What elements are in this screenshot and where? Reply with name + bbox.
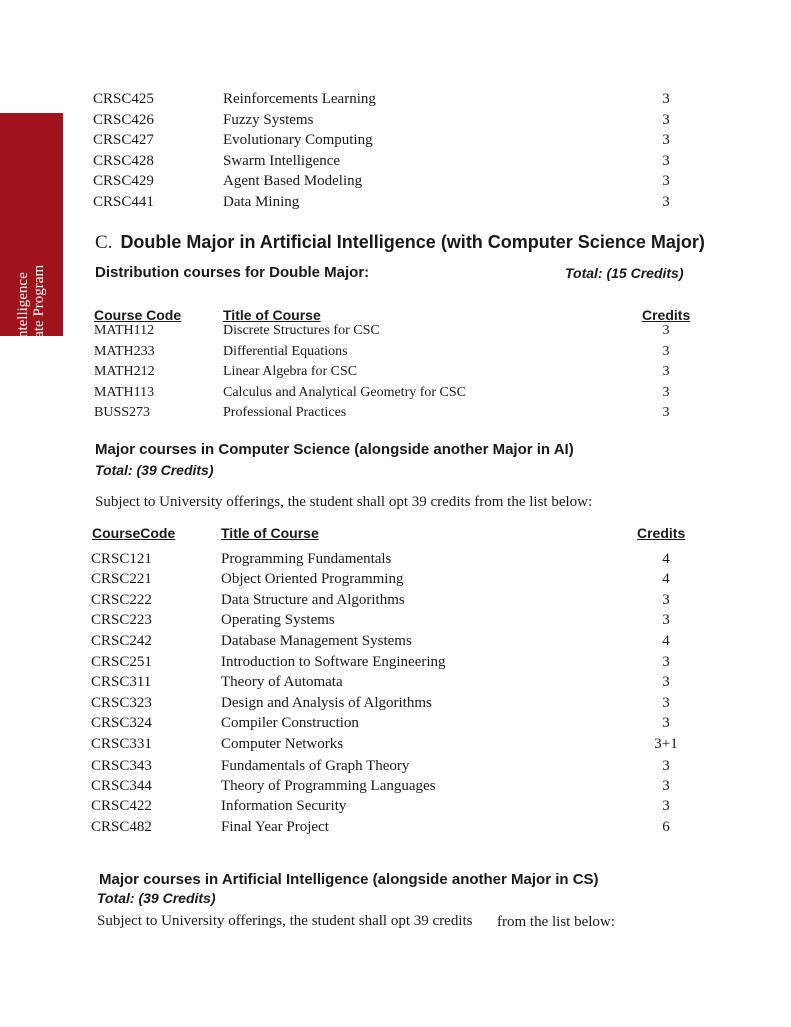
course-title: Differential Equations bbox=[223, 344, 348, 359]
course-credits: 3 bbox=[662, 91, 670, 107]
course-title: Data Structure and Algorithms bbox=[221, 592, 405, 608]
course-code: CRSC429 bbox=[93, 173, 154, 189]
course-credits: 4 bbox=[662, 551, 670, 567]
course-code: CRSC121 bbox=[91, 551, 152, 567]
table-row bbox=[0, 364, 791, 384]
course-credits: 3 bbox=[662, 654, 670, 670]
course-code: MATH113 bbox=[94, 385, 155, 400]
course-credits: 3 bbox=[662, 323, 670, 338]
table-row bbox=[0, 592, 791, 612]
course-credits: 3 bbox=[662, 153, 670, 169]
course-title: Programming Fundamentals bbox=[221, 551, 392, 567]
course-title: Operating Systems bbox=[221, 612, 335, 628]
course-credits: 3 bbox=[662, 405, 670, 420]
course-title: Swarm Intelligence bbox=[223, 153, 341, 169]
column-header-title: Title of Course bbox=[223, 307, 321, 323]
course-credits: 4 bbox=[662, 571, 670, 587]
course-credits: 3 bbox=[662, 592, 670, 608]
course-title: Computer Networks bbox=[221, 736, 344, 752]
course-credits: 3 bbox=[662, 778, 670, 794]
course-title: Information Security bbox=[221, 798, 347, 814]
ai-major-note: Subject to University offerings, the student shall opt 39 credits bbox=[97, 913, 473, 929]
table-row bbox=[0, 385, 791, 405]
course-code: CRSC482 bbox=[91, 819, 152, 835]
course-credits: 3 bbox=[662, 173, 670, 189]
table-row bbox=[0, 551, 791, 571]
table-row bbox=[0, 778, 791, 798]
course-credits: 6 bbox=[662, 819, 670, 835]
table-row bbox=[0, 798, 791, 818]
table-row bbox=[0, 758, 791, 778]
course-code: CRSC422 bbox=[91, 798, 152, 814]
course-title: Discrete Structures for CSC bbox=[223, 323, 380, 338]
table-row bbox=[0, 194, 791, 214]
course-credits: 3 bbox=[662, 612, 670, 628]
course-title: Reinforcements Learning bbox=[223, 91, 376, 107]
course-code: CRSC425 bbox=[93, 91, 154, 107]
course-title: Calculus and Analytical Geometry for CSC bbox=[223, 385, 467, 400]
table-row bbox=[0, 736, 791, 756]
distribution-total: Total: (15 Credits) bbox=[565, 265, 684, 281]
section-letter: C. bbox=[95, 232, 113, 253]
table-row bbox=[0, 674, 791, 694]
course-credits: 4 bbox=[662, 633, 670, 649]
course-title: Fuzzy Systems bbox=[223, 112, 314, 128]
section-title: Double Major in Artificial Intelligence (with Computer Science Major) bbox=[120, 232, 705, 252]
table-row bbox=[0, 91, 791, 111]
course-title: Final Year Project bbox=[221, 819, 329, 835]
course-code: CRSC323 bbox=[91, 695, 152, 711]
course-title: Evolutionary Computing bbox=[223, 132, 373, 148]
table-row bbox=[0, 132, 791, 152]
table-row bbox=[0, 173, 791, 193]
course-code: MATH112 bbox=[94, 323, 155, 338]
course-credits: 3 bbox=[662, 695, 670, 711]
course-code: CRSC242 bbox=[91, 633, 152, 649]
course-title: Design and Analysis of Algorithms bbox=[221, 695, 432, 711]
cs-major-note: Subject to University offerings, the student shall opt 39 credits from the list below: bbox=[95, 494, 593, 510]
table-row bbox=[0, 153, 791, 173]
cs-major-total: Total: (39 Credits) bbox=[95, 462, 214, 478]
table-row bbox=[0, 819, 791, 839]
course-title: Agent Based Modeling bbox=[223, 173, 363, 189]
course-credits: 3 bbox=[662, 715, 670, 731]
course-code: MATH233 bbox=[94, 344, 155, 359]
column-header-credits: Credits bbox=[642, 307, 691, 323]
course-credits: 3+1 bbox=[654, 736, 678, 752]
course-credits: 3 bbox=[662, 344, 670, 359]
ai-major-note-continued: from the list below: bbox=[497, 914, 615, 930]
sidebar-line-2: Undergraduate Program bbox=[31, 264, 47, 410]
table-row bbox=[0, 654, 791, 674]
distribution-heading: Distribution courses for Double Major: bbox=[95, 264, 370, 281]
course-credits: 3 bbox=[662, 385, 670, 400]
course-code: CRSC221 bbox=[91, 571, 152, 587]
table-row bbox=[0, 633, 791, 653]
course-credits: 3 bbox=[662, 798, 670, 814]
course-code: CRSC427 bbox=[93, 132, 154, 148]
column-header-title: Title of Course bbox=[221, 525, 319, 541]
course-title: Theory of Automata bbox=[221, 674, 343, 690]
course-code: CRSC324 bbox=[91, 715, 152, 731]
course-code: CRSC251 bbox=[91, 654, 152, 670]
ai-major-heading: Major courses in Artificial Intelligence (alongside another Major in CS) bbox=[99, 871, 599, 888]
course-title: Professional Practices bbox=[223, 405, 347, 420]
column-header-code: CourseCode bbox=[92, 525, 176, 541]
ai-major-total: Total: (39 Credits) bbox=[97, 890, 216, 906]
course-title: Linear Algebra for CSC bbox=[223, 364, 358, 379]
course-title: Compiler Construction bbox=[221, 715, 359, 731]
table-row bbox=[0, 405, 791, 425]
table-row bbox=[0, 344, 791, 364]
course-credits: 3 bbox=[662, 194, 670, 210]
course-title: Theory of Programming Languages bbox=[221, 778, 436, 794]
column-header-code: Course Code bbox=[94, 307, 182, 323]
course-code: CRSC428 bbox=[93, 153, 154, 169]
course-code: CRSC223 bbox=[91, 612, 152, 628]
table-row bbox=[0, 323, 791, 343]
course-code: MATH212 bbox=[94, 364, 155, 379]
course-title: Data Mining bbox=[223, 194, 300, 210]
cs-major-heading: Major courses in Computer Science (alongside another Major in AI) bbox=[95, 441, 574, 458]
course-code: CRSC441 bbox=[93, 194, 154, 210]
course-credits: 3 bbox=[662, 758, 670, 774]
course-code: CRSC344 bbox=[91, 778, 152, 794]
course-code: CRSC331 bbox=[91, 736, 152, 752]
course-credits: 3 bbox=[662, 132, 670, 148]
course-title: Object Oriented Programming bbox=[221, 571, 404, 587]
table-row bbox=[0, 715, 791, 735]
sidebar-line-1: Artificial Intelligence bbox=[15, 272, 31, 402]
course-code: CRSC426 bbox=[93, 112, 154, 128]
course-title: Introduction to Software Engineering bbox=[221, 654, 446, 670]
table-row bbox=[0, 612, 791, 632]
course-title: Database Management Systems bbox=[221, 633, 412, 649]
table-row bbox=[0, 695, 791, 715]
section-c-heading bbox=[95, 232, 705, 254]
table-row bbox=[0, 571, 791, 591]
course-credits: 3 bbox=[662, 674, 670, 690]
course-credits: 3 bbox=[662, 364, 670, 379]
course-title: Fundamentals of Graph Theory bbox=[221, 758, 410, 774]
course-code: CRSC311 bbox=[91, 674, 152, 690]
course-code: BUSS273 bbox=[94, 405, 151, 420]
course-credits: 3 bbox=[662, 112, 670, 128]
course-code: CRSC222 bbox=[91, 592, 152, 608]
course-code: CRSC343 bbox=[91, 758, 152, 774]
column-header-credits: Credits bbox=[637, 525, 686, 541]
table-row bbox=[0, 112, 791, 132]
